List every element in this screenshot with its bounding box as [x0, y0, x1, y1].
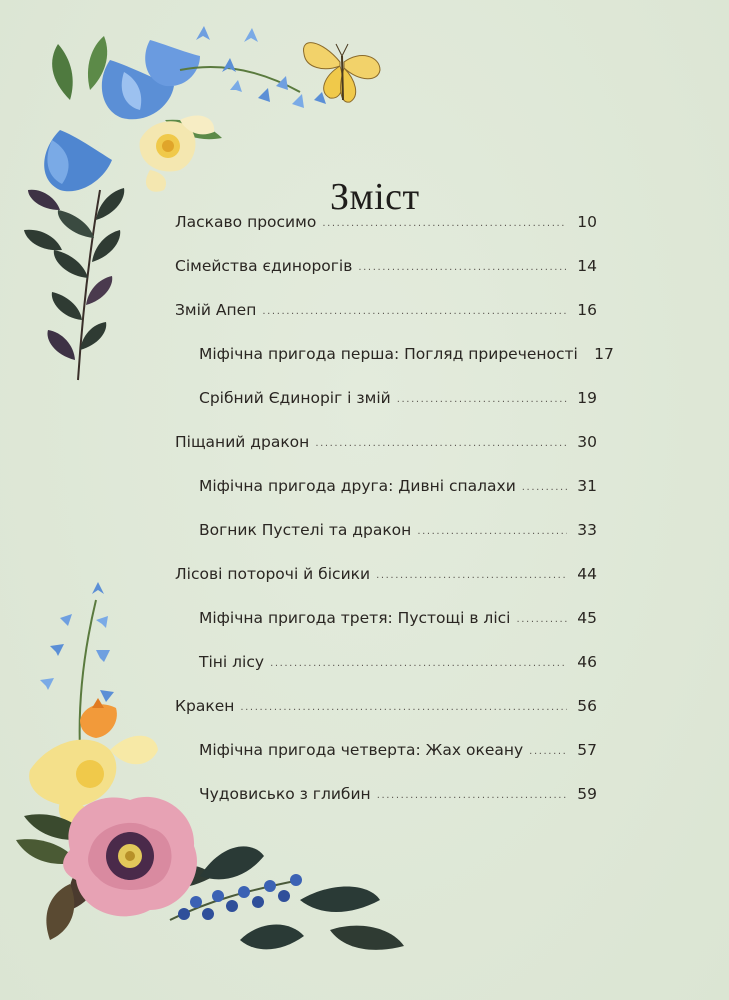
toc-entry-page-number: 16 — [577, 301, 597, 319]
toc-entry-page-number: 56 — [577, 697, 597, 715]
toc-entry[interactable] — [175, 560, 597, 604]
toc-entry-title: Міфічна пригода четверта: Жах океану — [199, 741, 524, 759]
toc-entry[interactable] — [175, 428, 597, 472]
dot-leader — [376, 562, 567, 590]
toc-entry[interactable] — [175, 296, 597, 340]
dot-leader — [315, 430, 567, 458]
toc-entry-title: Змій Апеп — [175, 301, 257, 319]
toc-entry-title: Міфічна пригода друга: Дивні спалахи — [199, 477, 516, 495]
dot-leader — [529, 738, 567, 766]
toc-entry-title: Срібний Єдиноріг і змій — [199, 389, 391, 407]
toc-entry-page-number: 59 — [577, 785, 597, 803]
butterfly-icon — [304, 43, 380, 103]
dot-leader — [240, 694, 567, 722]
toc-entry-title: Ласкаво просимо — [175, 213, 317, 231]
toc-entry-title: Лісові поторочі й бісики — [175, 565, 371, 583]
toc-entry-page-number: 57 — [577, 741, 597, 759]
leaf-sprig-icon — [24, 188, 124, 380]
toc-entry-title: Міфічна пригода третя: Пустощі в лісі — [199, 609, 511, 627]
toc-entry-page-number: 10 — [577, 213, 597, 231]
toc-entry[interactable] — [175, 692, 597, 736]
dot-leader — [377, 782, 567, 810]
dot-leader — [516, 606, 567, 634]
toc-entry-page-number: 44 — [577, 565, 597, 583]
dot-leader — [522, 474, 567, 502]
toc-entry[interactable] — [175, 516, 597, 560]
small-blue-flowers-icon — [180, 26, 326, 108]
toc-entry[interactable] — [175, 472, 597, 516]
orange-bud-icon — [80, 698, 117, 738]
toc-entry[interactable] — [175, 604, 597, 648]
toc-entry[interactable] — [175, 780, 597, 824]
daffodil-flower-icon — [140, 116, 215, 192]
table-of-contents — [175, 208, 614, 824]
toc-entry-page-number: 46 — [577, 653, 597, 671]
dot-leader — [417, 518, 567, 546]
toc-entry[interactable] — [175, 208, 597, 252]
toc-entry-title: Піщаний дракон — [175, 433, 310, 451]
toc-entry-title: Міфічна пригода перша: Погляд приреченості — [199, 345, 578, 363]
toc-entry[interactable] — [175, 736, 597, 780]
toc-entry-page-number: 45 — [577, 609, 597, 627]
toc-entry-page-number: 31 — [577, 477, 597, 495]
toc-entry-title: Сімейства єдинорогів — [175, 257, 353, 275]
toc-entry-title: Тіні лісу — [199, 653, 265, 671]
toc-entry-page-number: 14 — [577, 257, 597, 275]
toc-entry-title: Вогник Пустелі та дракон — [199, 521, 412, 539]
toc-entry[interactable] — [175, 340, 614, 384]
page-title: Зміст — [330, 176, 420, 219]
dot-leader — [270, 650, 567, 678]
toc-entry-page-number: 33 — [577, 521, 597, 539]
toc-entry-page-number: 30 — [577, 433, 597, 451]
dot-leader — [322, 210, 567, 238]
dot-leader — [262, 298, 567, 326]
dot-leader — [397, 386, 567, 414]
toc-entry[interactable] — [175, 648, 597, 692]
dot-leader — [358, 254, 567, 282]
toc-entry[interactable] — [175, 252, 597, 296]
toc-entry-page-number: 17 — [594, 345, 614, 363]
toc-entry-title: Чудовисько з глибин — [199, 785, 371, 803]
toc-entry-page-number: 19 — [577, 389, 597, 407]
toc-entry[interactable] — [175, 384, 597, 428]
toc-entry-title: Кракен — [175, 697, 235, 715]
